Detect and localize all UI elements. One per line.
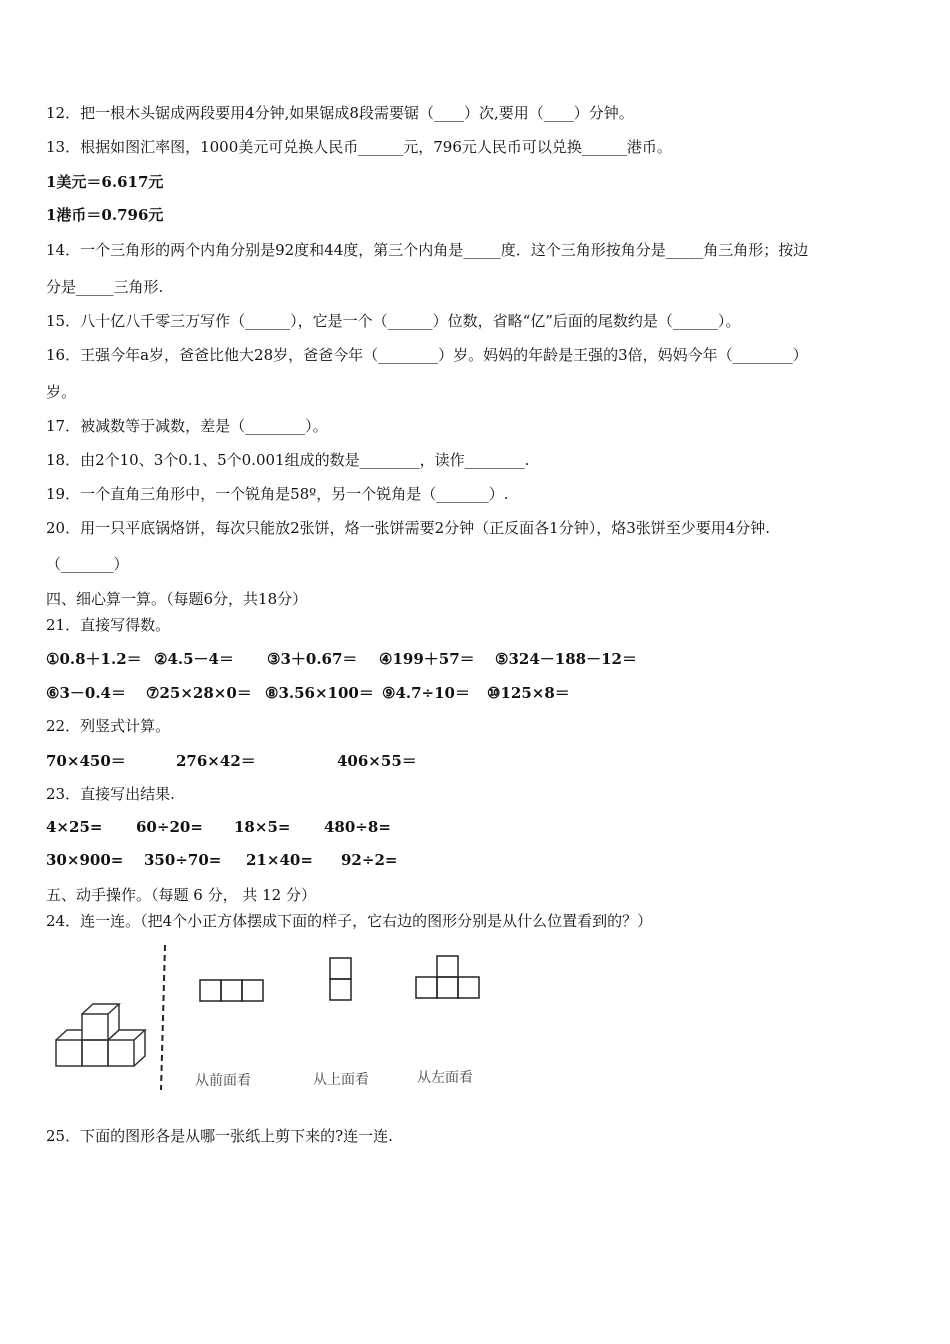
calc-item: ③3＋0.67＝ <box>267 650 358 668</box>
section-5-title: 五、动手操作。（每题 6 分， 共 12 分） <box>46 886 316 904</box>
calc-item: ⑧3.56×100＝ <box>265 684 374 702</box>
calc-item: ②4.5－4＝ <box>154 650 234 668</box>
question-16-line2: 岁。 <box>46 383 77 401</box>
question-18: 18．由2个10、3个0.1、5个0.001组成的数是________，读作________. <box>46 451 530 469</box>
exchange-rate-usd: 1美元＝6.617元 <box>46 173 164 191</box>
label-top-view: 从上面看 <box>313 1072 369 1088</box>
calc-item: ⑤324－188－12＝ <box>495 650 637 668</box>
calc-item: 30×900= <box>46 851 124 869</box>
calc-item: ⑩125×8＝ <box>487 684 570 702</box>
question-12: 12．把一根木头锯成两段要用4分钟,如果锯成8段需要锯（____）次,要用（____）分钟。 <box>46 104 634 122</box>
view-front-shape <box>200 980 263 1001</box>
question-15: 15．八十亿八千零三万写作（______），它是一个（______）位数，省略“亿”后面的尾数约是（______）。 <box>46 312 741 330</box>
calc-item: 406×55＝ <box>337 752 417 770</box>
question-21-row2 <box>0 682 950 702</box>
label-front-view: 从前面看 <box>195 1073 251 1089</box>
question-14-line1: 14．一个三角形的两个内角分别是92度和44度，第三个内角是_____度．这个三角形按角分是_____角三角形；按边 <box>46 241 809 259</box>
view-top-shape <box>330 958 351 1000</box>
question-23-title: 23．直接写出结果. <box>46 785 175 803</box>
question-13: 13．根据如图汇率图，1000美元可兑换人民币______元，796元人民币可以兑换______港币。 <box>46 138 672 156</box>
calc-item: ⑦25×28×0＝ <box>146 684 252 702</box>
question-14-line2: 分是_____三角形. <box>46 278 164 296</box>
cube-views-figure <box>40 940 500 1095</box>
calc-item: ④199＋57＝ <box>379 650 475 668</box>
label-left-view: 从左面看 <box>417 1070 473 1086</box>
section-4-title: 四、细心算一算。（每题6分，共18分） <box>46 590 308 608</box>
calc-item: 92÷2= <box>341 851 398 869</box>
exchange-rate-hkd: 1港币＝0.796元 <box>46 206 164 224</box>
question-24-title: 24．连一连。（把4个小正方体摆成下面的样子，它右边的图形分别是从什么位置看到的？） <box>46 912 653 930</box>
question-21-row1 <box>0 648 950 668</box>
question-19: 19．一个直角三角形中，一个锐角是58º，另一个锐角是（_______）. <box>46 485 509 503</box>
calc-item: 480÷8= <box>324 818 391 836</box>
calc-item: 4×25= <box>46 818 103 836</box>
question-23-row1 <box>0 818 950 838</box>
calc-item: ⑥3－0.4＝ <box>46 684 126 702</box>
question-16-line1: 16．王强今年a岁，爸爸比他大28岁，爸爸今年（________）岁。妈妈的年龄是王强的3倍，妈妈今年（________） <box>46 346 808 364</box>
question-20-line1: 20．用一只平底锅烙饼，每次只能放2张饼，烙一张饼需要2分钟（正反面各1分钟），烙3张饼至少要用4分钟. <box>46 519 771 537</box>
question-22-items <box>0 750 950 770</box>
question-17: 17．被减数等于减数，差是（________）。 <box>46 417 328 435</box>
dashed-divider <box>161 945 165 1090</box>
cube-stack-drawing <box>56 1004 145 1066</box>
calc-item: 350÷70= <box>144 851 222 869</box>
calc-item: 21×40= <box>246 851 313 869</box>
calc-item: 18×5= <box>234 818 291 836</box>
calc-item: 60÷20= <box>136 818 203 836</box>
question-25-title: 25．下面的图形各是从哪一张纸上剪下来的?连一连. <box>46 1127 393 1145</box>
question-21-title: 21．直接写得数。 <box>46 616 171 634</box>
question-20-line2: （_______） <box>46 555 129 573</box>
calc-item: 276×42＝ <box>176 752 256 770</box>
question-22-title: 22．列竖式计算。 <box>46 717 171 735</box>
view-left-shape <box>416 956 479 998</box>
calc-item: 70×450＝ <box>46 752 126 770</box>
question-23-row2 <box>0 851 950 871</box>
calc-item: ①0.8＋1.2＝ <box>46 650 142 668</box>
calc-item: ⑨4.7÷10＝ <box>382 684 470 702</box>
